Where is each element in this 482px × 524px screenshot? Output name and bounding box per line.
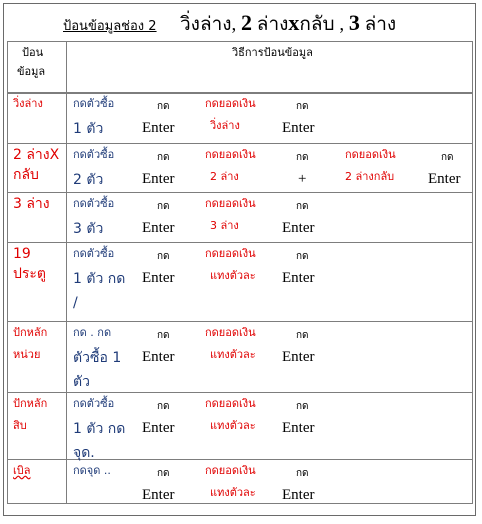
amount-type: แทงตัวละ xyxy=(210,348,256,361)
table-row xyxy=(8,93,473,144)
press-label: กด xyxy=(296,401,309,412)
press-label: กด xyxy=(296,330,309,341)
page-title: วิ่งล่าง, 2 ล่างxกลับ , 3 ล่าง xyxy=(180,10,397,35)
buy-number-step: กดตัวซื้อ xyxy=(73,247,115,260)
key-press: Enter xyxy=(282,349,315,365)
buy-number-step: กด . กด xyxy=(73,326,112,339)
press-label: กด xyxy=(296,152,309,163)
buy-number-step: ตัว xyxy=(73,374,90,390)
key-enter: Enter xyxy=(142,270,175,286)
press-label: กด xyxy=(296,251,309,262)
press-label: กด xyxy=(157,330,170,341)
row-method-cell xyxy=(67,322,473,393)
header-method-cell xyxy=(67,42,473,94)
amount-type: แทงตัวละ xyxy=(210,486,256,499)
row-label-cell xyxy=(8,144,67,193)
key-enter: Enter xyxy=(142,220,175,236)
buy-number-step: 1 ตัว กด xyxy=(73,271,126,287)
buy-number-step: กดตัวซื้อ xyxy=(73,197,115,210)
buy-number-step: กดจุด .. xyxy=(73,464,111,477)
key-enter: Enter xyxy=(142,120,175,136)
press-label: กด xyxy=(157,468,170,479)
amount-type: แทงตัวละ xyxy=(210,419,256,432)
press-label: กด xyxy=(157,401,170,412)
header-input-cell xyxy=(8,42,67,94)
table-row xyxy=(8,144,473,193)
key-press: Enter xyxy=(282,270,315,286)
row-label-cell xyxy=(8,93,67,144)
rows-table xyxy=(7,92,473,504)
row-method-cell xyxy=(67,93,473,144)
press-label: กด xyxy=(157,101,170,112)
row-label-cell xyxy=(8,393,67,460)
row-label-line: หน่วย xyxy=(13,348,41,361)
header xyxy=(4,4,475,41)
row-label-line: ปักหลัก xyxy=(13,326,48,339)
table-row xyxy=(8,243,473,322)
buy-number-step: กดตัวซื้อ xyxy=(73,397,115,410)
row-label-line: 3 ล่าง xyxy=(13,196,50,212)
row-method-cell xyxy=(67,193,473,243)
input-method-table xyxy=(7,41,473,94)
header-input-line2: ข้อมูล xyxy=(17,65,46,78)
key-enter: Enter xyxy=(428,171,461,187)
row-label-line: 2 ล่างX xyxy=(13,147,60,163)
section-label: ป้อนข้อมูลช่อง 2 xyxy=(63,19,157,34)
row-label-line: วิ่งล่าง xyxy=(13,97,43,110)
amount-step: กดยอดเงิน xyxy=(205,464,256,477)
amount-type: วิ่งล่าง xyxy=(210,119,240,132)
buy-number-step: 2 ตัว xyxy=(73,172,104,188)
row-method-cell xyxy=(67,144,473,193)
row-label-cell xyxy=(8,243,67,322)
row-label-cell xyxy=(8,460,67,504)
row-label-line: 19 xyxy=(13,246,31,262)
key-press: Enter xyxy=(282,120,315,136)
document-frame xyxy=(3,3,476,516)
press-label: กด xyxy=(157,201,170,212)
key-enter: Enter xyxy=(142,420,175,436)
press-label: กด xyxy=(296,468,309,479)
press-label: กด xyxy=(157,251,170,262)
row-label-line: ประตู xyxy=(13,266,47,282)
row-label-cell xyxy=(8,193,67,243)
amount-step: กดยอดเงิน xyxy=(205,397,256,410)
row-label-line: เบิล xyxy=(13,464,31,477)
header-method: วิธีการป้อนข้อมูล xyxy=(232,46,313,59)
key-enter: Enter xyxy=(142,171,175,187)
amount-step: กดยอดเงิน xyxy=(205,97,256,110)
table-row xyxy=(8,193,473,243)
amount-step: กดยอดเงิน xyxy=(205,247,256,260)
row-method-cell xyxy=(67,460,473,504)
amount-type: 2 ล่างกลับ xyxy=(345,170,395,183)
row-label-cell xyxy=(8,322,67,393)
press-label: กด xyxy=(296,101,309,112)
amount-type: 3 ล่าง xyxy=(210,219,239,232)
buy-number-step: 1 ตัว xyxy=(73,121,104,137)
key-press: Enter xyxy=(282,220,315,236)
amount-type: 2 ล่าง xyxy=(210,170,239,183)
table-row xyxy=(8,460,473,504)
table-row xyxy=(8,322,473,393)
buy-number-step: กดตัวซื้อ xyxy=(73,97,115,110)
amount-type: แทงตัวละ xyxy=(210,269,256,282)
row-label-line: สิบ xyxy=(13,419,27,432)
table-header-row xyxy=(8,42,473,94)
buy-number-step: 1 ตัว กด xyxy=(73,421,126,437)
row-label-line: ปักหลัก xyxy=(13,397,48,410)
amount-step: กดยอดเงิน xyxy=(205,326,256,339)
row-method-cell xyxy=(67,243,473,322)
press-label: กด xyxy=(441,152,454,163)
amount-step: กดยอดเงิน xyxy=(205,148,256,161)
row-label-line: กลับ xyxy=(13,167,39,183)
key-press: Enter xyxy=(282,420,315,436)
buy-number-step: กดตัวซื้อ xyxy=(73,148,115,161)
press-label: กด xyxy=(296,201,309,212)
header-input-line1: ป้อน xyxy=(22,46,44,59)
key-press: + xyxy=(298,171,307,187)
key-enter: Enter xyxy=(142,349,175,365)
amount-step: กดยอดเงิน xyxy=(205,197,256,210)
buy-number-step: 3 ตัว xyxy=(73,221,104,237)
key-enter: Enter xyxy=(142,487,175,503)
buy-number-step: ตัวซื้อ 1 xyxy=(73,350,122,366)
key-press: Enter xyxy=(282,487,315,503)
press-label: กด xyxy=(157,152,170,163)
table-row xyxy=(8,393,473,460)
buy-number-step: จุด. xyxy=(73,445,95,461)
row-method-cell xyxy=(67,393,473,460)
amount-step: กดยอดเงิน xyxy=(345,148,396,161)
buy-number-step: / xyxy=(73,295,78,311)
